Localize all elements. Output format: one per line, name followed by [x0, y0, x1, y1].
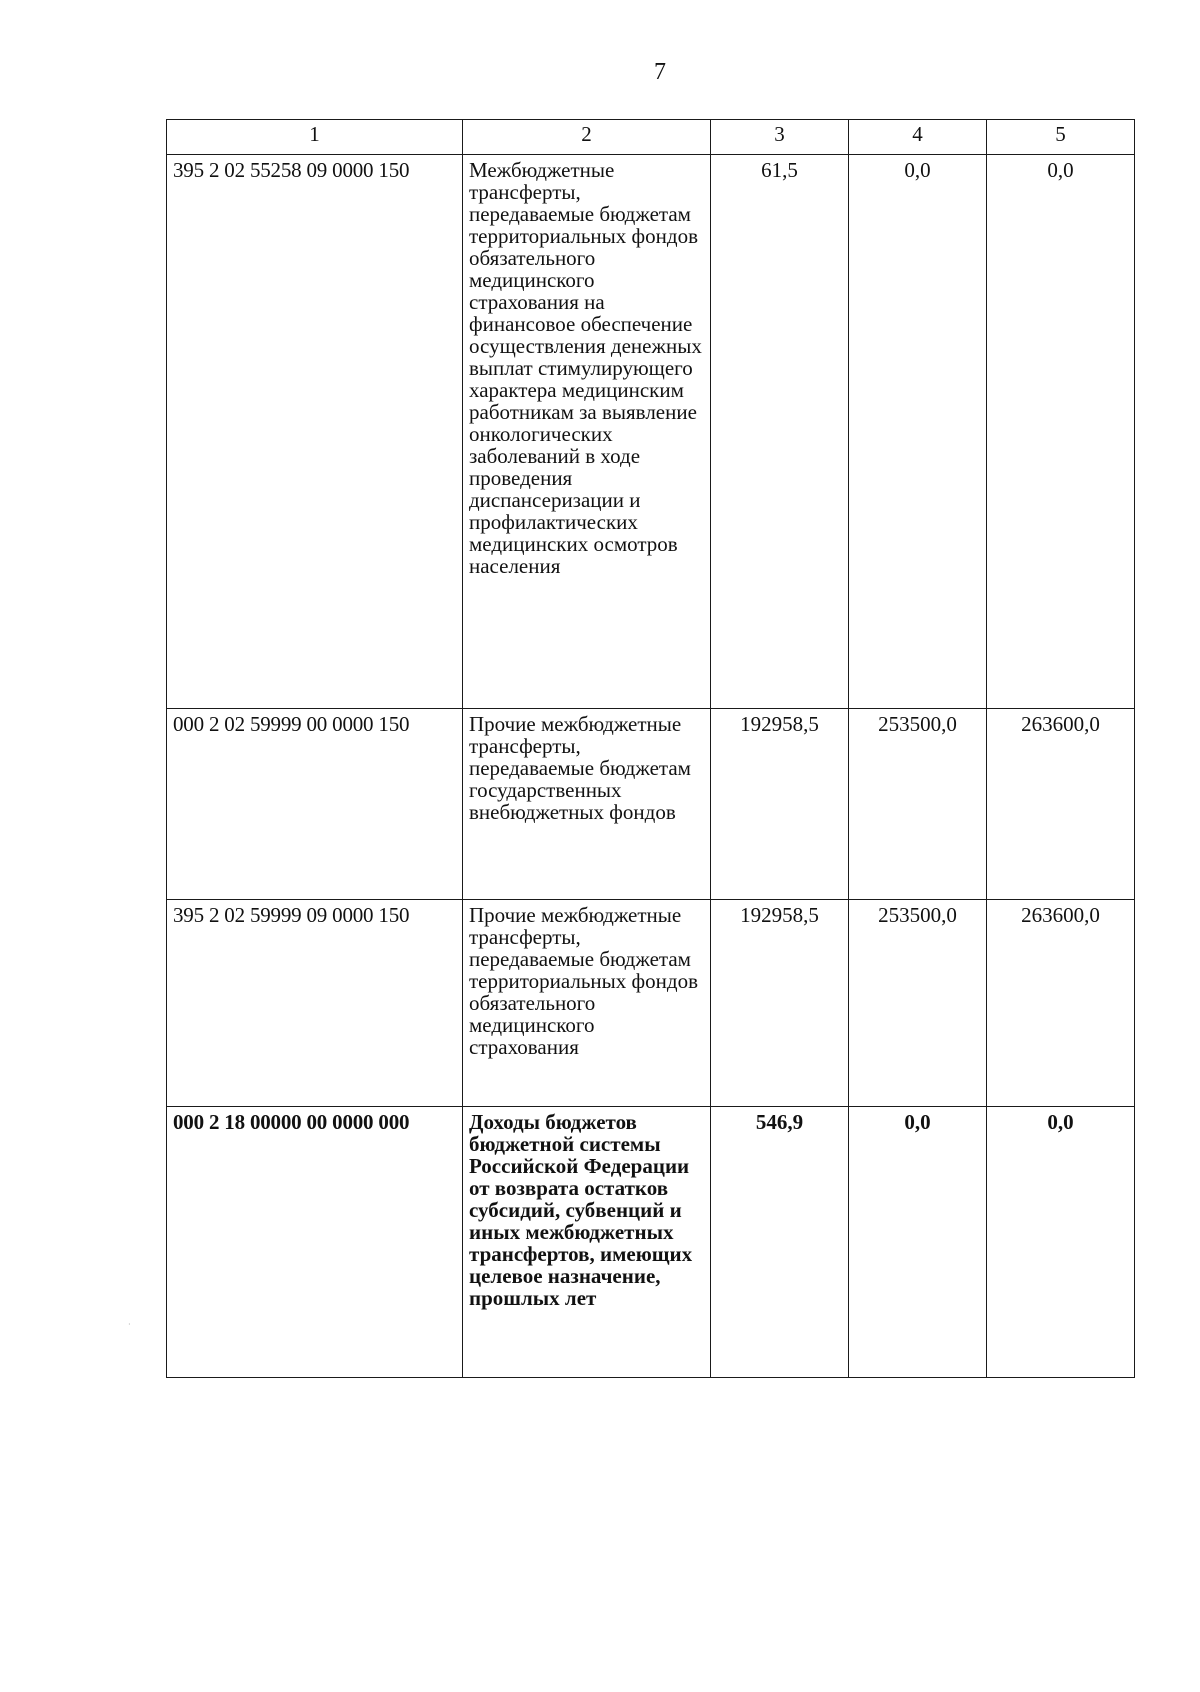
income-name-cell: Прочие межбюджетные трансферты, передаваемые бюджетам государственных внебюджетных фондов — [463, 709, 711, 900]
amount-col3-cell: 192958,5 — [711, 709, 849, 900]
income-name-cell: Межбюджетные трансферты, передаваемые бюджетам территориальных фондов обязательного медицинского страхования на финансовое обеспечение осуществления денежных выплат стимулирующего характера медицинским работникам за выявление онкологических заболеваний в ходе проведения диспансеризации и профилактических медицинских осмотров населения — [463, 155, 711, 709]
budget-code-cell: 000 2 02 59999 00 0000 150 — [167, 709, 463, 900]
budget-code-cell: 395 2 02 59999 09 0000 150 — [167, 900, 463, 1107]
income-name-cell: Прочие межбюджетные трансферты, передаваемые бюджетам территориальных фондов обязательного медицинского страхования — [463, 900, 711, 1107]
amount-col4-cell: 253500,0 — [849, 900, 987, 1107]
table-row — [167, 900, 1135, 1107]
amount-col5-cell: 263600,0 — [987, 709, 1135, 900]
amount-col3-cell: 546,9 — [711, 1107, 849, 1378]
table-row-total — [167, 1107, 1135, 1378]
amount-col4-cell: 0,0 — [849, 155, 987, 709]
column-header-1: 1 — [167, 120, 463, 155]
page-number: 7 — [654, 59, 666, 85]
column-header-2: 2 — [463, 120, 711, 155]
scan-speck: · — [128, 1320, 131, 1329]
table-row — [167, 155, 1135, 709]
amount-col3-cell: 192958,5 — [711, 900, 849, 1107]
amount-col4-cell: 0,0 — [849, 1107, 987, 1378]
table-row — [167, 709, 1135, 900]
column-header-4: 4 — [849, 120, 987, 155]
column-header-5: 5 — [987, 120, 1135, 155]
amount-col5-cell: 263600,0 — [987, 900, 1135, 1107]
column-header-3: 3 — [711, 120, 849, 155]
income-name-cell: Доходы бюджетов бюджетной системы Российской Федерации от возврата остатков субсидий, субвенций и иных межбюджетных трансфертов, имеющих целевое назначение, прошлых лет — [463, 1107, 711, 1378]
amount-col5-cell: 0,0 — [987, 155, 1135, 709]
budget-table — [166, 119, 1135, 1378]
budget-code-cell: 000 2 18 00000 00 0000 000 — [167, 1107, 463, 1378]
budget-code-cell: 395 2 02 55258 09 0000 150 — [167, 155, 463, 709]
amount-col3-cell: 61,5 — [711, 155, 849, 709]
amount-col5-cell: 0,0 — [987, 1107, 1135, 1378]
amount-col4-cell: 253500,0 — [849, 709, 987, 900]
table-header-row — [167, 120, 1135, 155]
